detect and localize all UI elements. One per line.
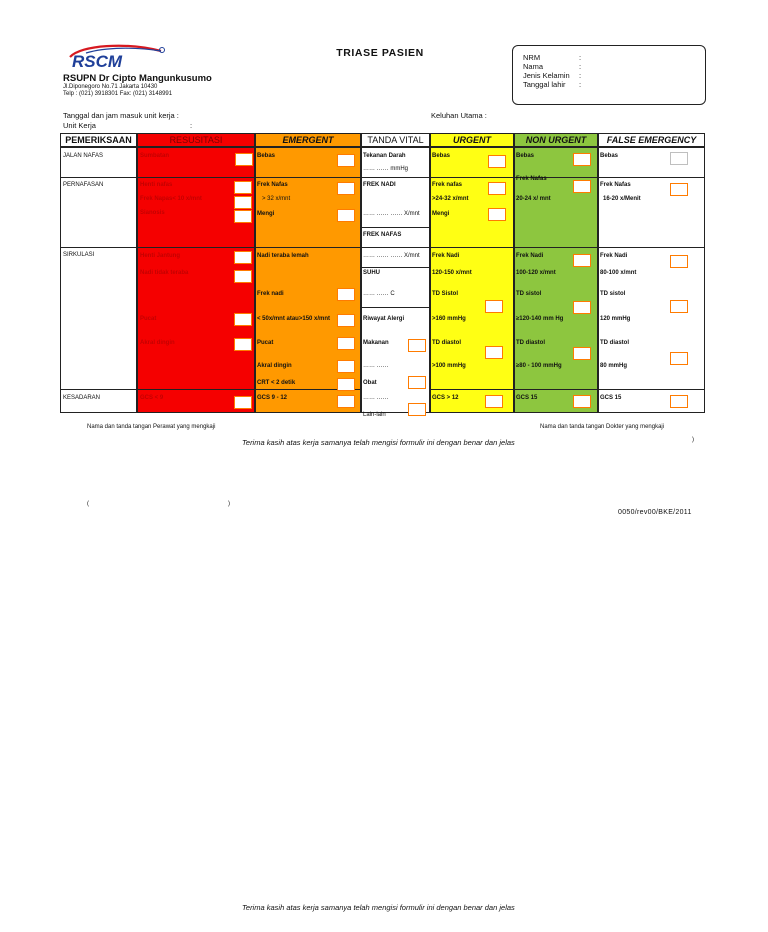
- resus-frek-napas-checkbox[interactable]: [234, 196, 252, 209]
- header-urgent: URGENT: [430, 133, 514, 147]
- urg-bebas: Bebas: [432, 153, 451, 159]
- vital-suhu-value: …… …… C: [363, 291, 395, 297]
- emer-frek-nadi: Frek nadi: [257, 291, 284, 297]
- vital-lain-lain-checkbox[interactable]: [408, 403, 426, 416]
- logo-text: RSCM: [72, 52, 123, 71]
- vital-frek-nadi: FREK NADI: [363, 182, 396, 188]
- resus-pucat: Pucat: [140, 316, 157, 322]
- urg-frek-nafas-checkbox[interactable]: [488, 182, 506, 195]
- false-bebas-checkbox[interactable]: [670, 152, 688, 165]
- emer-mengi-checkbox[interactable]: [337, 209, 355, 222]
- thanks-note-bottom: Terima kasih atas kerja samanya telah mengisi formulir ini dengan benar dan jelas: [242, 903, 515, 912]
- header-tanda-vital: TANDA VITAL: [361, 133, 430, 147]
- urg-frek-nafas-range: >24-32 x/mnt: [432, 196, 469, 202]
- row-pernafasan: PERNAFASAN: [63, 182, 104, 188]
- hospital-address: [63, 84, 172, 98]
- emer-frek-nafas-range: > 32 x/mnt: [262, 196, 291, 202]
- vital-divider: [361, 177, 430, 178]
- vital-obat: Obat: [363, 380, 377, 386]
- false-frek-nafas-range: 16-20 x/Menit: [603, 196, 641, 202]
- vital-frek-nafas: FREK NAFAS: [363, 232, 402, 238]
- resus-sianosis: Sianosis: [140, 210, 165, 216]
- urg-gcs: GCS > 12: [432, 395, 459, 401]
- resus-akral-dingin-checkbox[interactable]: [234, 338, 252, 351]
- name-colon: :: [579, 62, 582, 71]
- header-pemeriksaan: PEMERIKSAAN: [60, 133, 137, 147]
- vital-divider: [361, 267, 430, 268]
- document-code: 0050/rev00/BKE/2011: [618, 509, 692, 516]
- emer-pucat-checkbox[interactable]: [337, 337, 355, 350]
- urg-td-diastol: TD diastol: [432, 340, 462, 346]
- emer-frek-nadi-checkbox[interactable]: [337, 288, 355, 301]
- emer-akral-dingin: Akral dingin: [257, 363, 292, 369]
- false-frek-nafas-checkbox[interactable]: [670, 183, 688, 196]
- hospital-name: RSUPN Dr Cipto Mangunkusumo: [63, 73, 212, 84]
- row-kesadaran: KESADARAN: [63, 395, 101, 401]
- emer-akral-dingin-checkbox[interactable]: [337, 360, 355, 373]
- urg-frek-nafas: Frek nafas: [432, 182, 463, 188]
- vital-td-value: …… …… mmHg: [363, 166, 408, 172]
- header-false-emergency: FALSE EMERGENCY: [598, 133, 705, 147]
- false-frek-nadi: Frek Nadi: [600, 253, 628, 259]
- emer-frek-nafas-checkbox[interactable]: [337, 182, 355, 195]
- vital-makanan: Makanan: [363, 340, 389, 346]
- urg-bebas-checkbox[interactable]: [488, 155, 506, 168]
- row-divider: [60, 389, 361, 390]
- resus-gcs-checkbox[interactable]: [234, 396, 252, 409]
- vital-obat-value: …… ……: [363, 395, 389, 401]
- false-frek-nafas: Frek Nafas: [600, 182, 631, 188]
- emer-gcs: GCS 9 - 12: [257, 395, 288, 401]
- gender-colon: :: [579, 71, 582, 80]
- emer-pucat: Pucat: [257, 340, 274, 346]
- resus-sianosis-checkbox[interactable]: [234, 210, 252, 223]
- birthdate-label: Tanggal lahir: [523, 80, 566, 89]
- emer-gcs-checkbox[interactable]: [337, 395, 355, 408]
- nonurg-frek-nadi: Frek Nadi: [516, 253, 544, 259]
- entry-time-label: Tanggal dan jam masuk unit kerja :: [63, 111, 179, 120]
- false-frek-nadi-checkbox[interactable]: [670, 255, 688, 268]
- urg-gcs-checkbox[interactable]: [485, 395, 503, 408]
- false-bebas: Bebas: [600, 153, 619, 159]
- vital-suhu: SUHU: [363, 270, 381, 276]
- row-divider: [430, 177, 705, 178]
- nonurg-frek-nadi-checkbox[interactable]: [573, 254, 591, 267]
- emer-crt: CRT < 2 detik: [257, 380, 296, 386]
- header-non-urgent: NON URGENT: [514, 133, 598, 147]
- vital-nafas-value: …… …… …… X/mnt: [363, 253, 420, 259]
- urg-diastol-value: >100 mmHg: [432, 363, 466, 369]
- address-line: Jl.Diponegoro No.71 Jakarta 10430: [63, 84, 158, 90]
- triage-table: [60, 133, 705, 418]
- false-td-sistol-checkbox[interactable]: [670, 300, 688, 313]
- false-td-diastol-checkbox[interactable]: [670, 352, 688, 365]
- urg-td-diastol-checkbox[interactable]: [485, 346, 503, 359]
- urg-frek-nadi: Frek Nadi: [432, 253, 460, 259]
- doctor-signature-label: Nama dan tanda tangan Dokter yang mengkaji: [540, 424, 665, 430]
- emer-bebas-checkbox[interactable]: [337, 154, 355, 167]
- vital-makanan-value: …… ……: [363, 363, 389, 369]
- vital-lain-lain: Lain-lain: [363, 412, 386, 418]
- vital-riwayat-alergi: Riwayat Alergi: [363, 316, 405, 322]
- header-emergent: EMERGENT: [255, 133, 361, 147]
- nonurg-nadi-range: 100-120 x/mnt: [516, 270, 556, 276]
- thanks-note: Terima kasih atas kerja samanya telah mengisi formulir ini dengan benar dan jelas: [242, 438, 515, 447]
- nonurg-frek-nafas-checkbox[interactable]: [573, 180, 591, 193]
- vital-tekanan-darah: Tekanan Darah: [363, 153, 406, 159]
- emer-frek-nafas: Frek Nafas: [257, 182, 288, 188]
- resus-henti-jantung: Henti Jantung: [140, 253, 180, 259]
- vital-makanan-checkbox[interactable]: [408, 339, 426, 352]
- row-jalan-nafas: JALAN NAFAS: [63, 153, 104, 159]
- nonurg-diastol-value: ≥80 - 100 mmHg: [516, 363, 562, 369]
- nonurg-td-sistol-checkbox[interactable]: [573, 301, 591, 314]
- gender-label: Jenis Kelamin: [523, 71, 570, 80]
- row-sirkulasi: SIRKULASI: [63, 252, 95, 258]
- false-diastol-value: 80 mmHg: [600, 363, 628, 369]
- urg-mengi-checkbox[interactable]: [488, 208, 506, 221]
- resus-henti-jantung-checkbox[interactable]: [234, 251, 252, 264]
- vital-divider: [361, 227, 430, 228]
- vital-divider: [361, 307, 430, 308]
- nonurg-td-diastol: TD diastol: [516, 340, 546, 346]
- false-gcs-checkbox[interactable]: [670, 395, 688, 408]
- resus-frek-napas: Frek Napas< 10 x/mnt: [140, 196, 202, 202]
- phone-line: Telp : (021) 3918301 Fax: (021) 3148991: [63, 91, 173, 97]
- nurse-paren-close: ): [228, 501, 230, 507]
- resus-gcs: GCS < 9: [140, 395, 164, 401]
- nonurg-td-sistol: TD sistol: [516, 291, 542, 297]
- nonurg-sistol-value: ≥120-140 mm Hg: [516, 316, 564, 322]
- nonurg-frek-nafas-range: 20-24 x/ mnt: [516, 196, 551, 202]
- emer-crt-checkbox[interactable]: [337, 378, 355, 391]
- complaint-label: Keluhan Utama :: [431, 111, 487, 120]
- false-nadi-range: 80-100 x/mnt: [600, 270, 637, 276]
- false-td-sistol: TD sistol: [600, 291, 626, 297]
- vital-nadi-value: …… …… …… X/mnt: [363, 211, 420, 217]
- resus-nadi-tidak-teraba: Nadi tidak teraba: [140, 270, 189, 276]
- emer-bebas: Bebas: [257, 153, 276, 159]
- nurse-signature-label: Nama dan tanda tangan Perawat yang mengkaji: [87, 424, 216, 430]
- emer-nadi-range: < 50x/mnt atau>150 x/mnt: [257, 316, 331, 322]
- page-title: TRIASE PASIEN: [336, 47, 424, 59]
- vital-divider: [361, 247, 430, 248]
- nonurg-gcs: GCS 15: [516, 395, 538, 401]
- row-divider: [430, 247, 705, 248]
- resus-akral-dingin: Akral dingin: [140, 340, 175, 346]
- resus-henti-nafas: Henti nafas: [140, 182, 173, 188]
- header-resusitasi: RESUSITASI: [137, 133, 255, 147]
- emer-mengi: Mengi: [257, 211, 275, 217]
- resus-nadi-tidak-teraba-checkbox[interactable]: [234, 270, 252, 283]
- false-gcs: GCS 15: [600, 395, 622, 401]
- nonurg-frek-nafas: Frek Nafas: [516, 176, 547, 182]
- false-td-diastol: TD diastol: [600, 340, 630, 346]
- nrm-label: NRM: [523, 53, 541, 62]
- nonurg-gcs-checkbox[interactable]: [573, 395, 591, 408]
- emer-nadi-range-checkbox[interactable]: [337, 314, 355, 327]
- nonurg-bebas: Bebas: [516, 153, 535, 159]
- resus-sumbatan: Sumbatan: [140, 153, 170, 159]
- unit-label: Unit Kerja: [63, 121, 96, 130]
- birthdate-colon: :: [579, 80, 582, 89]
- resus-pucat-checkbox[interactable]: [234, 313, 252, 326]
- emer-nadi-lemah: Nadi teraba lemah: [257, 253, 309, 259]
- row-divider: [60, 177, 361, 178]
- urg-td-sistol: TD Sistol: [432, 291, 459, 297]
- resus-henti-nafas-checkbox[interactable]: [234, 181, 252, 194]
- row-divider: [60, 247, 361, 248]
- nonurg-td-diastol-checkbox[interactable]: [573, 347, 591, 360]
- nurse-paren-open: (: [87, 501, 89, 507]
- vital-obat-checkbox[interactable]: [408, 376, 426, 389]
- urg-nadi-range: 120-150 x/mnt: [432, 270, 472, 276]
- resus-sumbatan-checkbox[interactable]: [235, 153, 253, 166]
- urg-mengi: Mengi: [432, 211, 450, 217]
- row-divider: [430, 389, 705, 390]
- unit-colon: :: [190, 121, 193, 130]
- nonurg-bebas-checkbox[interactable]: [573, 153, 591, 166]
- patient-id-box: [512, 45, 706, 105]
- name-label: Nama: [523, 62, 544, 71]
- false-sistol-value: 120 mmHg: [600, 316, 631, 322]
- doctor-paren-close: ): [692, 437, 694, 443]
- urg-td-sistol-checkbox[interactable]: [485, 300, 503, 313]
- rscm-logo: [66, 44, 166, 72]
- nrm-colon: :: [579, 53, 582, 62]
- urg-sistol-value: >160 mmHg: [432, 316, 466, 322]
